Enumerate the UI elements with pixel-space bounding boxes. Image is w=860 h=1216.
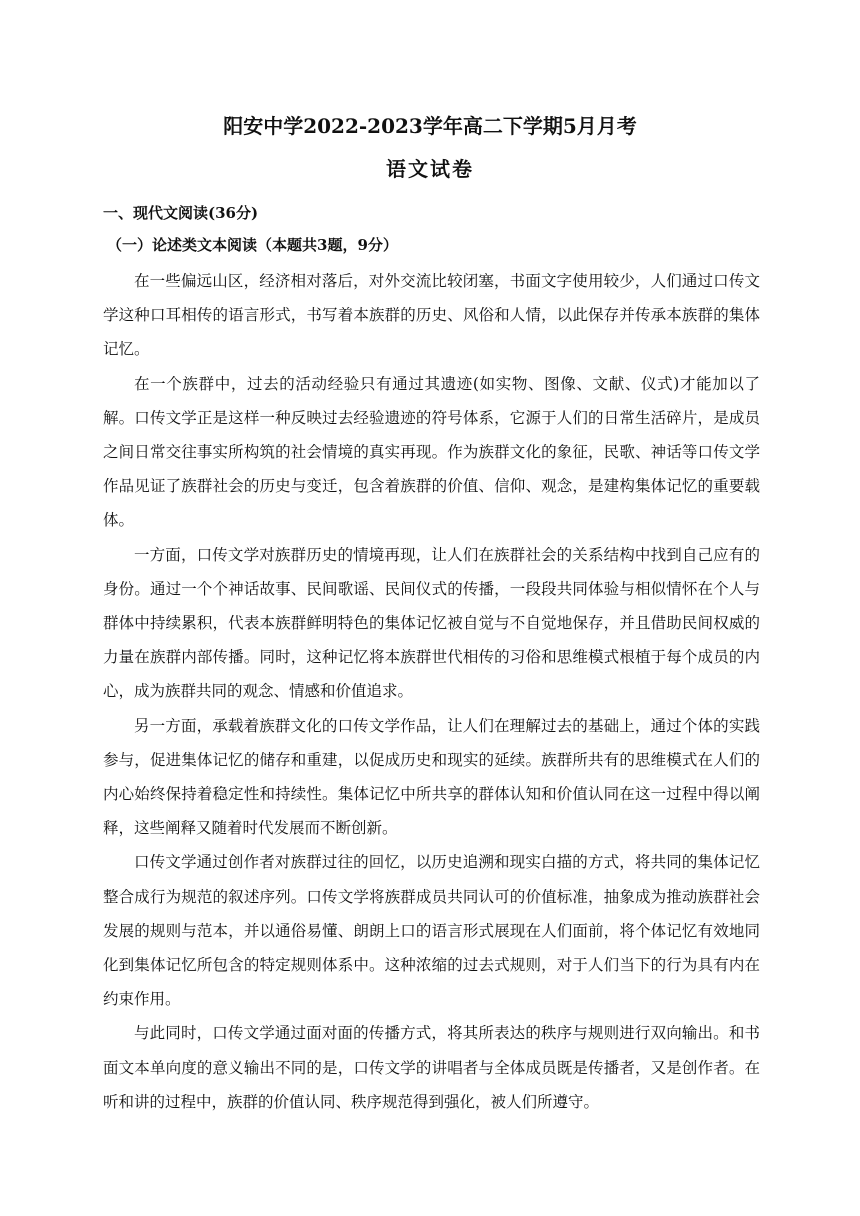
passage-paragraph-1: 在一些偏远山区，经济相对落后，对外交流比较闭塞，书面文字使用较少，人们通过口传文学这种口耳相传的语言形式，书写着本族群的历史、风俗和人情，以此保存并传承本族群的集体记忆。 — [103, 272, 760, 359]
passage-paragraph-3: 一方面，口传文学对族群历史的情境再现，让人们在族群社会的关系结构中找到自己应有的身份。通过一个个神话故事、民间歌谣、民间仪式的传播，一段段共同体验与相似情怀在个人与群体中持续累积，代表本族群鲜明特色的集体记忆被自觉与不自觉地保存，并且借助民间权威的力量在族群内部传播。同时，这种记忆将本族群世代相传的习俗和思维模式根植于每个成员的内心，成为族群共同的观念、情感和价值追求。 — [103, 545, 760, 701]
exam-subtitle: 语文试卷 — [386, 157, 474, 181]
passage-paragraph-2: 在一个族群中，过去的活动经验只有通过其遗迹(如实物、图像、文献、仪式)才能加以了解。口传文学正是这样一种反映过去经验遗迹的符号体系，它源于人们的日常生活碎片，是成员之间日常交往事实所构筑的社会情境的真实再现。作为族群文化的象征，民歌、神话等口传文学作品见证了族群社会的历史与变迁，包含着族群的价值、信仰、观念，是建构集体记忆的重要载体。 — [103, 374, 760, 530]
reading-passage — [103, 264, 760, 1119]
passage-paragraph-6: 与此同时，口传文学通过面对面的传播方式，将其所表达的秩序与规则进行双向输出。和书面文本单向度的意义输出不同的是，口传文学的讲唱者与全体成员既是传播者，又是创作者。在听和讲的过程中，族群的价值认同、秩序规范得到强化，被人们所遵守。 — [103, 1024, 760, 1111]
subsection-heading: （一）论述类文本阅读（本题共3题，9分） — [107, 236, 398, 254]
passage-paragraph-5: 口传文学通过创作者对族群过往的回忆，以历史追溯和现实白描的方式，将共同的集体记忆整合成行为规范的叙述序列。口传文学将族群成员共同认可的价值标准，抽象成为推动族群社会发展的规则与范本，并以通俗易懂、朗朗上口的语言形式展现在人们面前，将个体记忆有效地同化到集体记忆所包含的特定规则体系中。这种浓缩的过去式规则，对于人们当下的行为具有内在约束作用。 — [103, 853, 760, 1009]
section-heading: 一、现代文阅读(36分) — [103, 204, 259, 222]
passage-paragraph-4: 另一方面，承载着族群文化的口传文学作品，让人们在理解过去的基础上，通过个体的实践参与，促进集体记忆的储存和重建，以促成历史和现实的延续。族群所共有的思维模式在人们的内心始终保持着稳定性和持续性。集体记忆中所共享的群体认知和价值认同在这一过程中得以阐释，这些阐释又随着时代发展而不断创新。 — [103, 716, 760, 838]
exam-title: 阳安中学2022-2023学年高二下学期5月月考 — [223, 114, 637, 138]
